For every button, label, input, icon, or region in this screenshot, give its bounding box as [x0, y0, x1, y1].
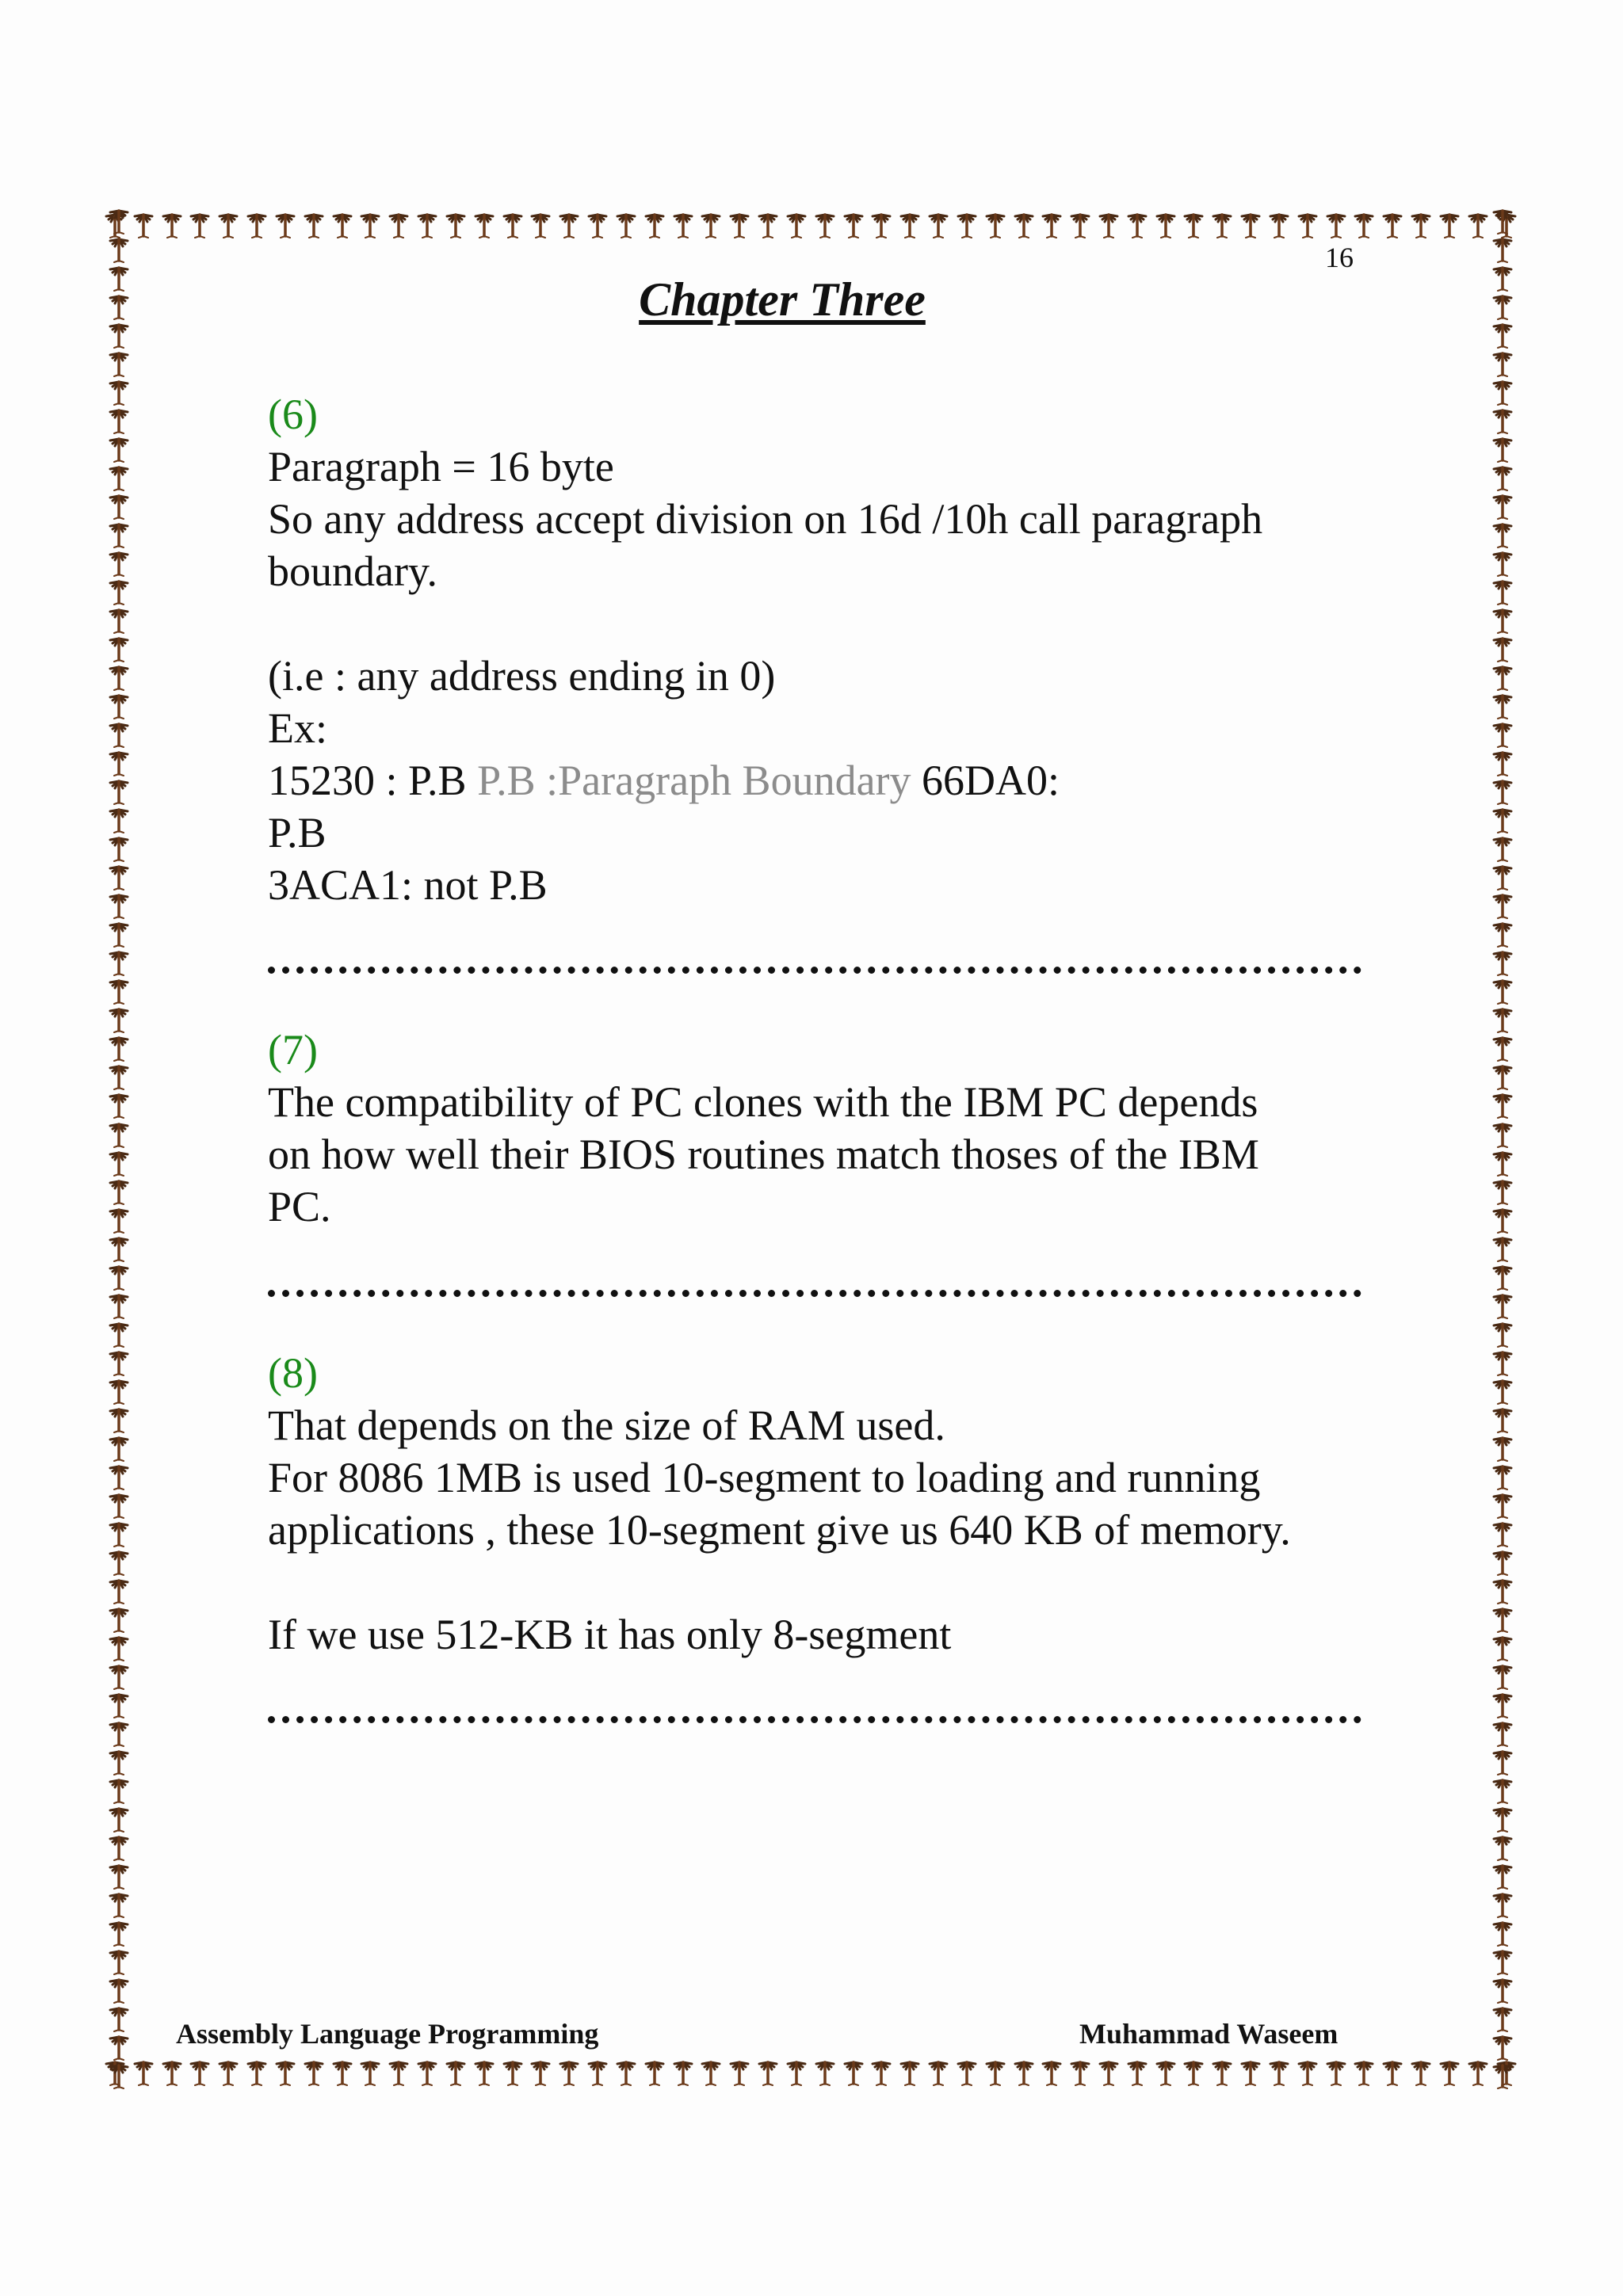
- palm-tree-icon: [186, 212, 213, 238]
- palm-tree-icon: [1489, 1749, 1516, 1775]
- palm-tree-icon: [105, 436, 132, 463]
- palm-tree-icon: [105, 521, 132, 548]
- palm-tree-icon: [1152, 212, 1179, 238]
- palm-tree-icon: [105, 236, 132, 263]
- palm-tree-icon: [272, 212, 299, 238]
- palm-tree-icon: [584, 2059, 611, 2086]
- palm-tree-icon: [1379, 212, 1406, 238]
- palm-tree-icon: [1489, 464, 1516, 491]
- palm-tree-icon: [1323, 212, 1350, 238]
- palm-tree-icon: [1489, 236, 1516, 263]
- palm-tree-icon: [105, 1063, 132, 1090]
- palm-tree-icon: [1489, 807, 1516, 833]
- palm-tree-icon: [925, 2059, 952, 2086]
- border-top: [101, 208, 1520, 242]
- palm-tree-icon: [1323, 2059, 1350, 2086]
- palm-tree-icon: [105, 1178, 132, 1205]
- palm-tree-icon: [105, 1663, 132, 1690]
- palm-tree-icon: [1489, 664, 1516, 691]
- palm-tree-icon: [1067, 212, 1094, 238]
- palm-tree-icon: [1095, 2059, 1122, 2086]
- palm-tree-icon: [105, 949, 132, 976]
- palm-tree-icon: [1038, 2059, 1065, 2086]
- palm-tree-icon: [300, 212, 327, 238]
- palm-tree-icon: [1489, 1463, 1516, 1490]
- palm-tree-icon: [385, 212, 412, 238]
- palm-tree-icon: [105, 2062, 132, 2089]
- section-8: [268, 1347, 1361, 1661]
- palm-tree-icon: [1180, 2059, 1207, 2086]
- palm-tree-icon: [385, 2059, 412, 2086]
- paragraph-line: Paragraph = 16 byte: [268, 443, 614, 490]
- palm-tree-icon: [670, 212, 697, 238]
- palm-tree-icon: [1266, 212, 1293, 238]
- palm-tree-icon: [105, 1435, 132, 1462]
- palm-tree-icon: [105, 749, 132, 776]
- palm-tree-icon: [1489, 1691, 1516, 1718]
- palm-tree-icon: [357, 2059, 384, 2086]
- palm-tree-icon: [105, 864, 132, 891]
- palm-tree-icon: [105, 1235, 132, 1262]
- paragraph-line: (i.e : any address ending in 0): [268, 652, 776, 700]
- palm-tree-icon: [783, 2059, 810, 2086]
- palm-tree-icon: [1489, 1406, 1516, 1433]
- example-text: 66DA0:: [911, 757, 1060, 804]
- palm-tree-icon: [527, 212, 554, 238]
- palm-tree-icon: [1489, 2062, 1516, 2089]
- palm-tree-icon: [1489, 2034, 1516, 2061]
- palm-tree-icon: [105, 493, 132, 520]
- palm-tree-icon: [105, 1035, 132, 1062]
- palm-tree-icon: [105, 664, 132, 691]
- palm-tree-icon: [1489, 1606, 1516, 1633]
- palm-tree-icon: [1489, 1977, 1516, 2004]
- paragraph-line: For 8086 1MB is used 10-segment to loading and running: [268, 1454, 1261, 1501]
- palm-tree-icon: [499, 212, 526, 238]
- border-left: [101, 208, 136, 2090]
- palm-tree-icon: [357, 212, 384, 238]
- palm-tree-icon: [1379, 2059, 1406, 2086]
- paragraph-line: The compatibility of PC clones with the IBM PC depends: [268, 1078, 1258, 1126]
- palm-tree-icon: [1489, 1292, 1516, 1319]
- palm-tree-icon: [105, 892, 132, 919]
- palm-tree-icon: [105, 1834, 132, 1861]
- palm-tree-icon: [953, 212, 980, 238]
- palm-tree-icon: [1266, 2059, 1293, 2086]
- palm-tree-icon: [1489, 1321, 1516, 1348]
- palm-tree-icon: [1489, 1349, 1516, 1376]
- palm-tree-icon: [1350, 212, 1377, 238]
- paragraph-line: Ex:: [268, 704, 327, 752]
- palm-tree-icon: [1489, 1948, 1516, 1975]
- palm-tree-icon: [105, 807, 132, 833]
- palm-tree-icon: [105, 350, 132, 377]
- section-6: [268, 388, 1361, 911]
- palm-tree-icon: [527, 2059, 554, 2086]
- palm-tree-icon: [105, 1634, 132, 1661]
- palm-tree-icon: [105, 635, 132, 662]
- paragraph-line: on how well their BIOS routines match thoses of the IBM: [268, 1131, 1259, 1178]
- palm-tree-icon: [1489, 864, 1516, 891]
- palm-tree-icon: [1489, 2005, 1516, 2032]
- palm-tree-icon: [670, 2059, 697, 2086]
- palm-tree-icon: [1489, 436, 1516, 463]
- palm-tree-icon: [1489, 208, 1516, 235]
- palm-tree-icon: [754, 2059, 781, 2086]
- palm-tree-icon: [105, 1920, 132, 1947]
- paragraph-line: If we use 512-KB it has only 8-segment: [268, 1611, 952, 1658]
- palm-tree-icon: [1489, 350, 1516, 377]
- palm-tree-icon: [1489, 379, 1516, 406]
- palm-tree-icon: [868, 212, 895, 238]
- palm-tree-icon: [896, 212, 923, 238]
- palm-tree-icon: [1237, 2059, 1264, 2086]
- paragraph-line: applications , these 10-segment give us 640 KB of memory.: [268, 1506, 1291, 1554]
- palm-tree-icon: [1489, 1577, 1516, 1604]
- palm-tree-icon: [105, 1777, 132, 1804]
- palm-tree-icon: [1489, 1520, 1516, 1547]
- palm-tree-icon: [953, 2059, 980, 2086]
- palm-tree-icon: [1489, 1178, 1516, 1205]
- palm-tree-icon: [105, 1863, 132, 1890]
- palm-tree-icon: [1489, 1435, 1516, 1462]
- palm-tree-icon: [1095, 212, 1122, 238]
- palm-tree-icon: [1489, 692, 1516, 719]
- palm-tree-icon: [1489, 1150, 1516, 1177]
- palm-tree-icon: [1489, 521, 1516, 548]
- palm-tree-icon: [1350, 2059, 1377, 2086]
- example-line: [268, 754, 1361, 807]
- palm-tree-icon: [158, 2059, 185, 2086]
- palm-tree-icon: [243, 2059, 270, 2086]
- palm-tree-icon: [186, 2059, 213, 2086]
- palm-tree-icon: [105, 1606, 132, 1633]
- footer-book-title: Assembly Language Programming: [176, 2018, 599, 2050]
- dotted-separator: [268, 1290, 1361, 1297]
- palm-tree-icon: [1489, 1834, 1516, 1861]
- palm-tree-icon: [840, 212, 867, 238]
- palm-tree-icon: [1124, 2059, 1151, 2086]
- palm-tree-icon: [584, 212, 611, 238]
- palm-tree-icon: [1489, 1063, 1516, 1090]
- palm-tree-icon: [1489, 1035, 1516, 1062]
- palm-tree-icon: [1489, 892, 1516, 919]
- palm-tree-icon: [1489, 1663, 1516, 1690]
- palm-tree-icon: [105, 1520, 132, 1547]
- palm-tree-icon: [1067, 2059, 1094, 2086]
- palm-tree-icon: [243, 212, 270, 238]
- palm-tree-icon: [783, 212, 810, 238]
- palm-tree-icon: [1489, 1920, 1516, 1947]
- palm-tree-icon: [1489, 749, 1516, 776]
- palm-tree-icon: [105, 1463, 132, 1490]
- dotted-separator: [268, 1716, 1361, 1723]
- palm-tree-icon: [105, 578, 132, 605]
- palm-tree-icon: [105, 1948, 132, 1975]
- palm-tree-icon: [1124, 212, 1151, 238]
- palm-tree-icon: [442, 212, 469, 238]
- palm-tree-icon: [1489, 1207, 1516, 1234]
- palm-tree-icon: [1489, 1092, 1516, 1119]
- example-text: 15230 : P.B: [268, 757, 478, 804]
- palm-tree-icon: [1489, 921, 1516, 948]
- palm-tree-icon: [1294, 2059, 1321, 2086]
- palm-tree-icon: [499, 2059, 526, 2086]
- palm-tree-icon: [329, 2059, 356, 2086]
- palm-tree-icon: [1294, 212, 1321, 238]
- palm-tree-icon: [471, 2059, 498, 2086]
- pb-annotation: P.B :Paragraph Boundary: [477, 757, 911, 804]
- paragraph-line: P.B: [268, 809, 327, 856]
- border-bottom: [101, 2055, 1520, 2090]
- palm-tree-icon: [1489, 1720, 1516, 1747]
- palm-tree-icon: [471, 212, 498, 238]
- palm-tree-icon: [1038, 212, 1065, 238]
- palm-tree-icon: [812, 212, 838, 238]
- palm-tree-icon: [1010, 2059, 1037, 2086]
- palm-tree-icon: [1237, 212, 1264, 238]
- section-number: (6): [268, 391, 318, 438]
- chapter-title: Chapter Three: [639, 273, 926, 326]
- paragraph-line: 3ACA1: not P.B: [268, 861, 548, 909]
- palm-tree-icon: [1180, 212, 1207, 238]
- palm-tree-icon: [105, 1207, 132, 1234]
- palm-tree-icon: [105, 721, 132, 748]
- palm-tree-icon: [1436, 212, 1463, 238]
- palm-tree-icon: [105, 1577, 132, 1604]
- palm-tree-icon: [105, 778, 132, 805]
- palm-tree-icon: [105, 692, 132, 719]
- palm-tree-icon: [105, 1292, 132, 1319]
- palm-tree-icon: [1209, 212, 1235, 238]
- dotted-separator: [268, 967, 1361, 974]
- palm-tree-icon: [105, 1150, 132, 1177]
- palm-tree-icon: [105, 2034, 132, 2061]
- paragraph-line: boundary.: [268, 547, 437, 595]
- palm-tree-icon: [414, 2059, 441, 2086]
- palm-tree-icon: [105, 464, 132, 491]
- palm-tree-icon: [812, 2059, 838, 2086]
- footer-author: Muhammad Waseem: [1079, 2018, 1338, 2050]
- border-right: [1485, 208, 1520, 2090]
- palm-tree-icon: [641, 2059, 668, 2086]
- palm-tree-icon: [1489, 1549, 1516, 1576]
- palm-tree-icon: [105, 550, 132, 577]
- palm-tree-icon: [105, 1891, 132, 1918]
- palm-tree-icon: [840, 2059, 867, 2086]
- section-number: (8): [268, 1349, 318, 1397]
- palm-tree-icon: [1489, 1863, 1516, 1890]
- palm-tree-icon: [105, 1749, 132, 1775]
- palm-tree-icon: [105, 1806, 132, 1833]
- palm-tree-icon: [1152, 2059, 1179, 2086]
- section-number: (7): [268, 1026, 318, 1074]
- palm-tree-icon: [613, 2059, 640, 2086]
- palm-tree-icon: [1489, 1891, 1516, 1918]
- palm-tree-icon: [1489, 1378, 1516, 1405]
- palm-tree-icon: [1489, 1264, 1516, 1291]
- palm-tree-icon: [1436, 2059, 1463, 2086]
- palm-tree-icon: [982, 212, 1009, 238]
- palm-tree-icon: [1489, 1235, 1516, 1262]
- palm-tree-icon: [105, 1264, 132, 1291]
- palm-tree-icon: [105, 1121, 132, 1148]
- palm-tree-icon: [105, 607, 132, 634]
- palm-tree-icon: [105, 978, 132, 1005]
- palm-tree-icon: [105, 1378, 132, 1405]
- palm-tree-icon: [414, 212, 441, 238]
- palm-tree-icon: [105, 1492, 132, 1519]
- palm-tree-icon: [1407, 212, 1434, 238]
- palm-tree-icon: [1489, 1121, 1516, 1148]
- palm-tree-icon: [556, 212, 582, 238]
- palm-tree-icon: [1489, 778, 1516, 805]
- palm-tree-icon: [726, 212, 753, 238]
- palm-tree-icon: [300, 2059, 327, 2086]
- palm-tree-icon: [726, 2059, 753, 2086]
- palm-tree-icon: [1489, 949, 1516, 976]
- palm-tree-icon: [105, 208, 132, 235]
- palm-tree-icon: [1010, 212, 1037, 238]
- palm-tree-icon: [556, 2059, 582, 2086]
- palm-tree-icon: [1489, 550, 1516, 577]
- palm-tree-icon: [1489, 407, 1516, 434]
- palm-tree-icon: [105, 1720, 132, 1747]
- palm-tree-icon: [982, 2059, 1009, 2086]
- palm-tree-icon: [1489, 721, 1516, 748]
- palm-tree-icon: [613, 212, 640, 238]
- palm-tree-icon: [697, 2059, 724, 2086]
- palm-tree-icon: [105, 1092, 132, 1119]
- palm-tree-icon: [105, 2005, 132, 2032]
- palm-tree-icon: [329, 212, 356, 238]
- palm-tree-icon: [1209, 2059, 1235, 2086]
- palm-tree-icon: [1407, 2059, 1434, 2086]
- palm-tree-icon: [442, 2059, 469, 2086]
- palm-tree-icon: [1489, 1492, 1516, 1519]
- palm-tree-icon: [105, 1406, 132, 1433]
- palm-tree-icon: [105, 1006, 132, 1033]
- palm-tree-icon: [105, 407, 132, 434]
- page-number: 16: [1325, 242, 1354, 273]
- palm-tree-icon: [215, 2059, 242, 2086]
- palm-tree-icon: [1489, 835, 1516, 862]
- palm-tree-icon: [641, 212, 668, 238]
- palm-tree-icon: [754, 212, 781, 238]
- palm-tree-icon: [1489, 1634, 1516, 1661]
- palm-tree-icon: [105, 1549, 132, 1576]
- palm-tree-icon: [697, 212, 724, 238]
- palm-tree-icon: [105, 1349, 132, 1376]
- palm-tree-icon: [1489, 578, 1516, 605]
- palm-tree-icon: [105, 835, 132, 862]
- palm-tree-icon: [1489, 635, 1516, 662]
- palm-tree-icon: [1489, 978, 1516, 1005]
- palm-tree-icon: [1489, 493, 1516, 520]
- palm-tree-icon: [1489, 1006, 1516, 1033]
- palm-tree-icon: [105, 379, 132, 406]
- palm-tree-icon: [868, 2059, 895, 2086]
- palm-tree-icon: [1489, 1777, 1516, 1804]
- palm-tree-icon: [105, 1321, 132, 1348]
- paragraph-line: That depends on the size of RAM used.: [268, 1402, 945, 1449]
- palm-tree-icon: [215, 212, 242, 238]
- palm-tree-icon: [1489, 607, 1516, 634]
- palm-tree-icon: [158, 212, 185, 238]
- section-7: [268, 1024, 1361, 1233]
- palm-tree-icon: [105, 1977, 132, 2004]
- palm-tree-icon: [925, 212, 952, 238]
- paragraph-line: PC.: [268, 1183, 331, 1230]
- palm-tree-icon: [105, 1691, 132, 1718]
- palm-tree-icon: [896, 2059, 923, 2086]
- palm-tree-icon: [272, 2059, 299, 2086]
- paragraph-line: So any address accept division on 16d /10h call paragraph: [268, 495, 1263, 543]
- palm-tree-icon: [1489, 1806, 1516, 1833]
- palm-tree-icon: [105, 921, 132, 948]
